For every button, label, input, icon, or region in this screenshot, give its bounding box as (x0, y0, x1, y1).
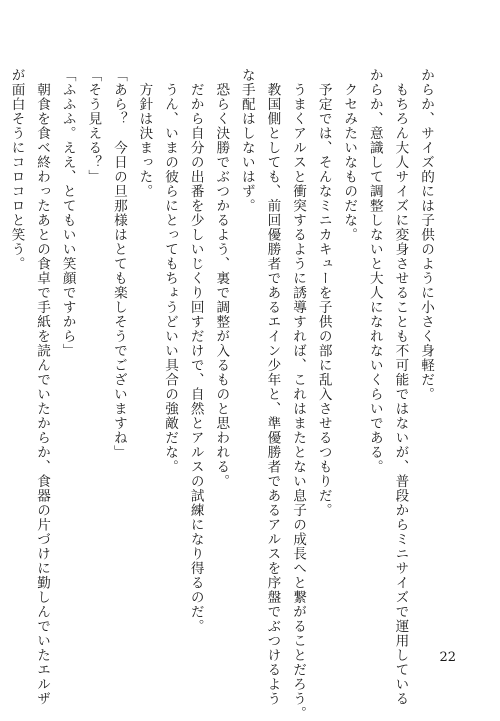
text-line: 教国側としても、前回優勝者であるエイン少年と、準優勝者であるアルスを序盤でぶつけるよう (264, 68, 281, 706)
text-line: な手配はしないはず。 (238, 68, 255, 213)
text-line: 方針は決まった。 (136, 68, 153, 199)
vertical-text-body (8, 68, 438, 721)
text-line: 恐らく決勝でぶつかるよう、裏で調整が入るものと思われる。 (213, 68, 230, 489)
text-line: クセみたいなものだな。 (341, 68, 358, 242)
text-line: うまくアルスと衝突するように誘導すれば、これはまたとない息子の成長へと繋がることだろう。 (290, 68, 307, 721)
text-line: 予定では、そんなミニカキューを子供の部に乱入させるつもりだ。 (315, 68, 332, 518)
text-line: だから自分の出番を少しいじくり回すだけで、自然とアルスの試練になり得るのだ。 (187, 68, 204, 634)
text-line: が面白そうにコロコロと笑う。 (8, 68, 25, 271)
text-line: うん、いまの彼らにとってもちょうどいい具合の強敵だな。 (162, 68, 179, 474)
text-line: 「そう見える？」 (85, 68, 102, 184)
text-line: 「ふふふ。ええ、とてもいい笑顔ですから」 (59, 68, 76, 358)
text-line: 朝食を食べ終わったあとの食卓で手紙を読んでいたからか、食器の片づけに勤しんでいたエルザ (34, 68, 51, 706)
text-line: 「あら？ 今日の旦那様はとても楽しそうでございますね」 (110, 68, 127, 460)
page-number: 22 (439, 650, 456, 665)
text-line: からか、意識して調整しないと大人になれないくらいである。 (366, 68, 383, 474)
text-line: もちろん大人サイズに変身させることも不可能ではないが、普段からミニサイズで運用している (392, 68, 409, 706)
text-line: からか、サイズ的には子供のように小さく身軽だ。 (418, 68, 434, 402)
